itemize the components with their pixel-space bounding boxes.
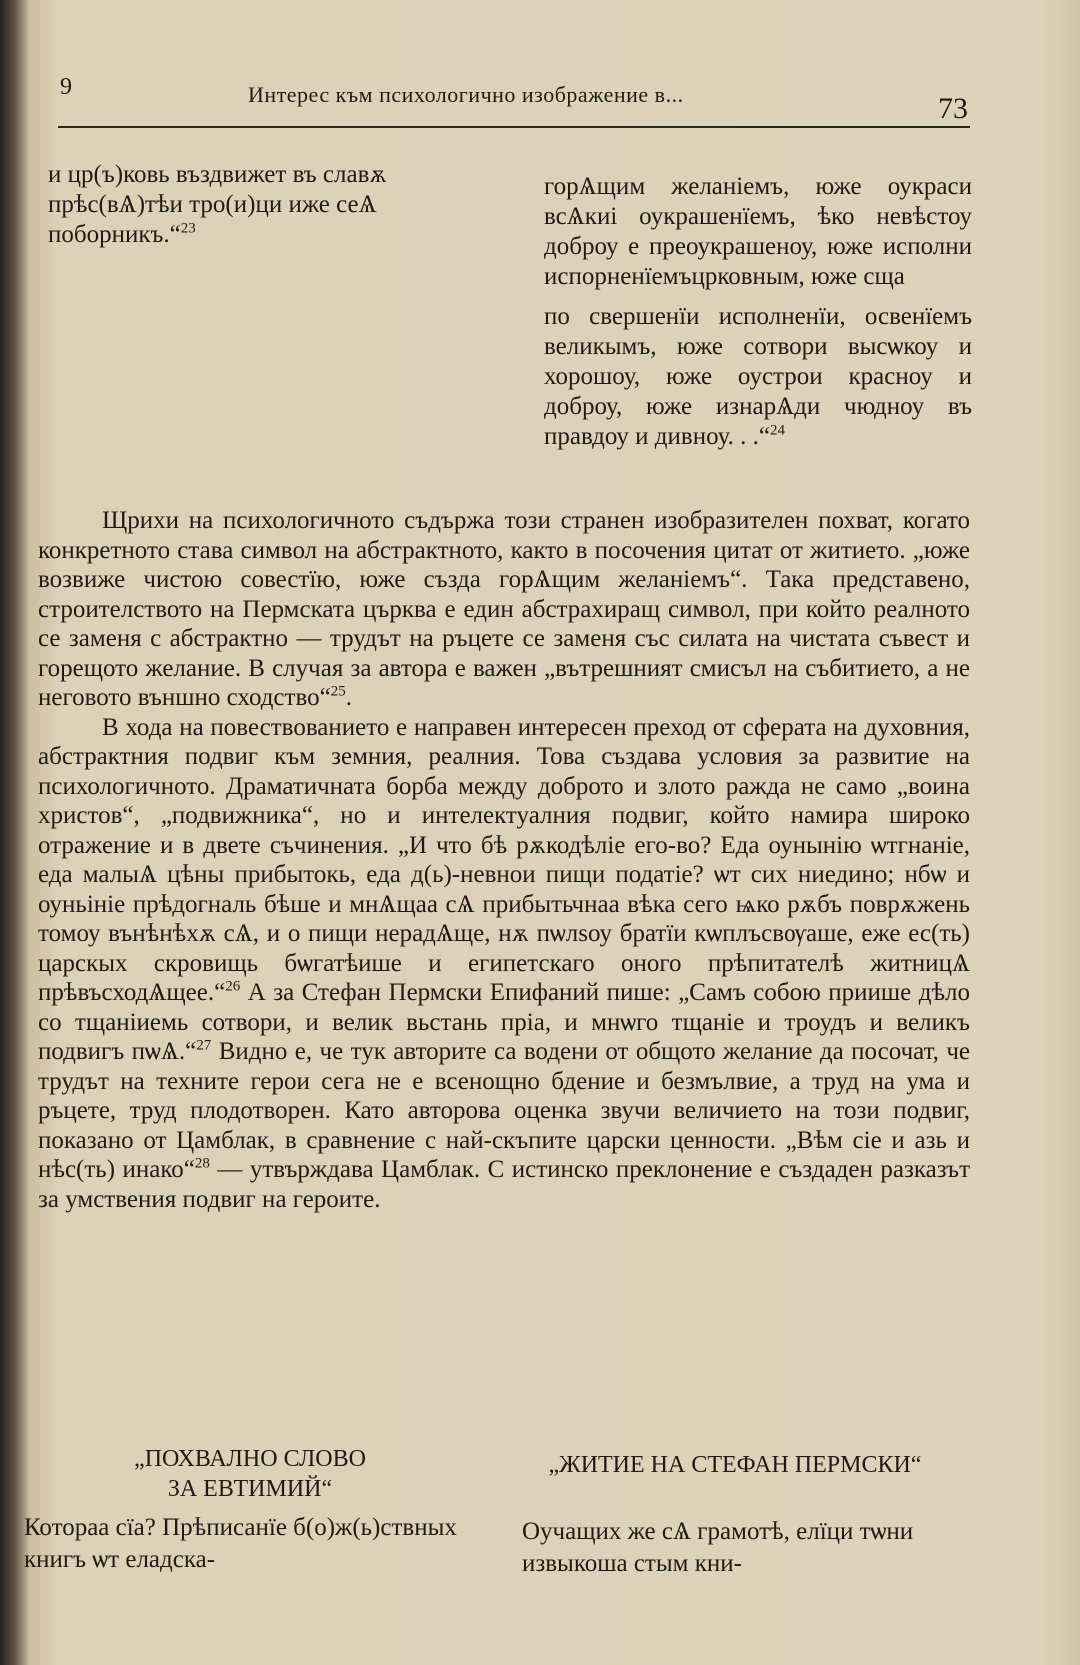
section-heading-left xyxy=(70,1444,430,1504)
section-heading-right: „ЖИТИЕ НА СТЕФАН ПЕРМСКИ“ xyxy=(548,1452,922,1478)
quote-left-text: и цр(ъ)ковь въздвижет въ славѫ прѣс(вѦ)тѣи тро(и)ци иже сеѦ поборникъ.“$^{23}$ xyxy=(48,161,387,248)
quote-right-column xyxy=(544,172,972,452)
footnote-ref: 27 xyxy=(196,1037,212,1054)
footnote-ref: 26 xyxy=(225,978,241,995)
quote-left-column xyxy=(48,160,478,250)
heading-line: ЗА ЕВТИМИЙ“ xyxy=(167,1476,333,1502)
paragraph-1: Щрихи на психологичното съдържа този странен изобразителен похват, когато конкретното става символ на абстрактното, както в посочения цитат от житието. „юже возвиже чистою совестїю, юже създа горѦщим желаніемъ“. Така представено, строителството на Пермската църква е един абстрахиращ символ, при който реалното се заменя с абстрактно — трудът на ръцете се заменя със силата на чистата съвест и горещото желание. В случая за автора е важен „вътрешният смисъл на събитието, а не неговото външно сходство“$^{25}$. xyxy=(38,507,970,711)
page-number: 73 xyxy=(938,92,968,125)
heading-line: „ПОХВАЛНО СЛОВО xyxy=(134,1446,366,1472)
footnote-ref: 24 xyxy=(769,422,785,439)
section-right-text: Оучащих же сѦ грамотѣ, елїци тѡни извыкоша стым кни- xyxy=(522,1518,914,1577)
footnote-ref: 23 xyxy=(180,220,196,237)
footnote-ref: 28 xyxy=(194,1155,210,1172)
section-left-text: Котораа сїа? Прѣписанїе б(о)ж(ь)ствных книгъ ѡт еладска- xyxy=(24,1514,457,1573)
main-body xyxy=(38,506,970,1214)
running-title: Интерес към психологично изображение в... xyxy=(248,82,684,107)
quote-right-text-1: горѦщим желаніемъ, юже оукраси всѦкиі оукрашенїемъ, ѣко невѣстоу доброу е преоукрашеноу, юже исполни испорненїемъцрковным, юже сща xyxy=(544,173,972,290)
footnote-ref: 25 xyxy=(330,683,346,700)
chapter-number: 9 xyxy=(60,74,72,100)
paragraph-2: В хода на повествованието е направен интересен преход от сферата на духовния, абстрактния подвиг към земния, реалния. Това създава условия за развитие на психологичното. Драматичната борба между доброто и злото ражда не само „воина христов“, „подвижника“, но и интелектуалния подвиг, който намира широко отражение и в двете съчинения. „И что бѣ рѫкодѣліе его-во? Еда оунынію ѡтгнаніе, еда малыѦ цѣны прибытокь, еда д(ь)-невнои пищи податіе? ѡт сих ниедино; нбѡ и оуньініе прѣдогналь бѣше и мнѦщаа сѦ прибытьчнаа вѣка сего ѩко рѫбъ поврѫжень томоу вънѣнѣхѫ сѦ, и о пищи нерадѦще, нѫ пѡлѕоу братїи кѡплъсвѹаше, еже ес(ть) царскых скровищь бѡгатѣише и египетскаго оного прѣпитателѣ житницѦ прѣвъсходѦщее.“$^{26}$ А за Стефан Пермски Епифаний пише: „Самъ собою приише дѣло со тщанiиемь сотвори, и велик вьстань пріа, и мнѡго тщаніе и троудъ и великъ подвигъ пѡѦ.“$^{27}$ Видно е, че тук авторите са водени от общото желание да посочат, че трудът на техните герои сега не е всенощно бдение и безмълвие, а труд на ума и ръцете, труд плодотворен. Като авторова оценка звучи величието на този подвиг, показано от Цамблак, в сравнение с най-скъпите царски ценности. „Вѣм сіе и азь и нѣс(ть) инако“$^{28}$ — утвърждава Цамблак. С истинско преклонение е създаден разказът за умствения подвиг на героите. xyxy=(38,713,970,1213)
header-rule xyxy=(58,126,970,128)
quote-right-text-2: по свершенїи исполненїи, освенїемъ великымъ, юже сотвори высѡкоу и хорошоу, юже оустрои красноу и доброу, юже изнарѦди чюдноу въ правдоу и дивноу. . .“$^{24}$ xyxy=(544,303,972,450)
